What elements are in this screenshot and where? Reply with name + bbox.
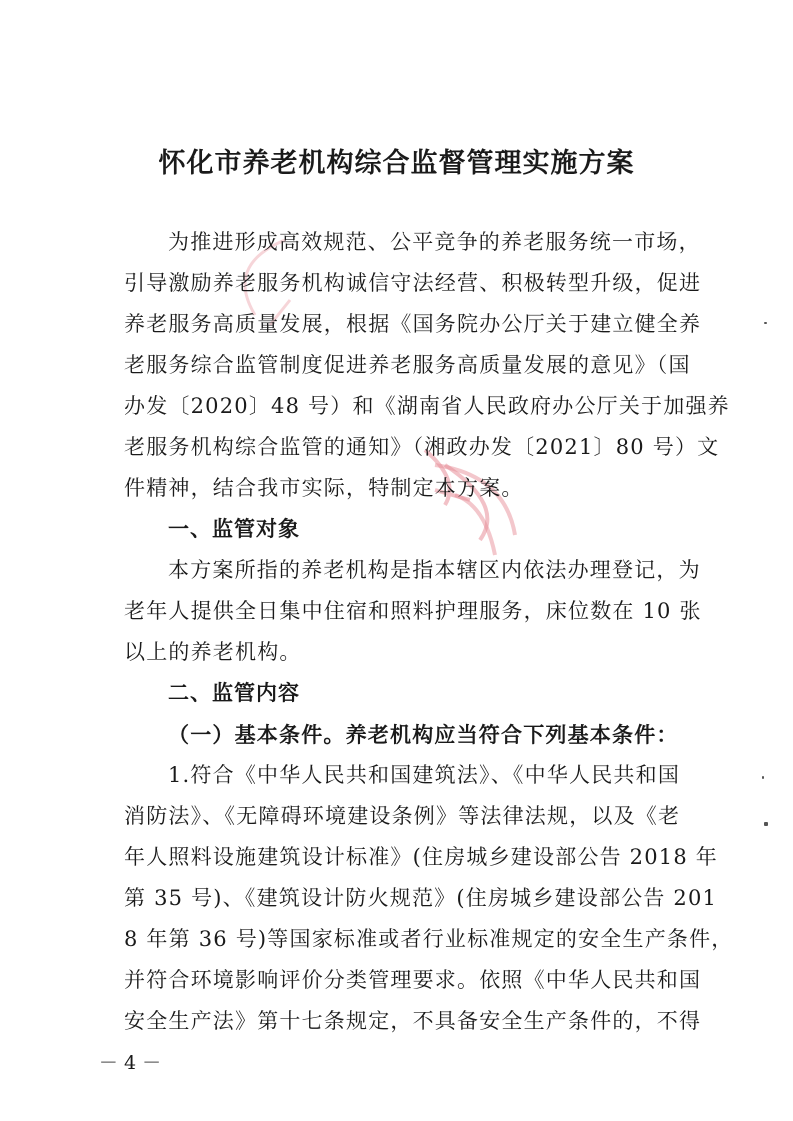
body-line: 第 35 号)、《建筑设计防火规范》(住房城乡建设部公告 201 bbox=[124, 886, 718, 910]
seal-fragment-mark bbox=[415, 445, 535, 575]
section-heading: 二、监管内容 bbox=[168, 681, 300, 705]
intro-line: 养老服务高质量发展，根据《国务院办公厅关于建立健全养 bbox=[124, 312, 702, 336]
body-line: 1.符合《中华人民共和国建筑法》、《中华人民共和国 bbox=[168, 763, 681, 787]
body-line: 消防法》、《无障碍环境建设条例》等法律法规，以及《老 bbox=[124, 804, 681, 828]
body-line: 本方案所指的养老机构是指本辖区内依法办理登记，为 bbox=[168, 558, 701, 582]
subsection-heading: （一）基本条件。养老机构应当符合下列基本条件： bbox=[168, 722, 679, 747]
body-line: 以上的养老机构。 bbox=[124, 640, 302, 664]
page-number: － 4 － bbox=[98, 1052, 162, 1074]
scan-speck bbox=[762, 776, 764, 779]
intro-line: 老服务机构综合监管的通知》（湘政办发〔2021〕80 号）文 bbox=[124, 435, 720, 459]
body-line: 安全生产法》第十七条规定，不具备安全生产条件的，不得 bbox=[124, 1009, 702, 1033]
document-title: 怀化市养老机构综合监督管理实施方案 bbox=[158, 148, 635, 179]
intro-line: 为推进形成高效规范、公平竞争的养老服务统一市场， bbox=[168, 230, 701, 254]
body-line: 并符合环境影响评价分类管理要求。依照《中华人民共和国 bbox=[124, 968, 702, 992]
body-line: 年人照料设施建筑设计标准》(住房城乡建设部公告 2018 年 bbox=[124, 845, 718, 869]
intro-line: 办发〔2020〕48 号）和《湖南省人民政府办公厅关于加强养 bbox=[124, 394, 730, 418]
intro-line: 件精神，结合我市实际，特制定本方案。 bbox=[124, 476, 524, 500]
intro-line: 老服务综合监管制度促进养老服务高质量发展的意见》（国 bbox=[124, 353, 691, 377]
scan-speck bbox=[764, 322, 767, 324]
intro-line: 引导激励养老服务机构诚信守法经营、积极转型升级，促进 bbox=[124, 271, 702, 295]
scan-speck bbox=[764, 822, 768, 826]
body-line: 老年人提供全日集中住宿和照料护理服务，床位数在 10 张 bbox=[124, 599, 702, 623]
body-line: 8 年第 36 号)等国家标准或者行业标准规定的安全生产条件， bbox=[124, 927, 734, 951]
section-heading: 一、监管对象 bbox=[168, 517, 300, 541]
